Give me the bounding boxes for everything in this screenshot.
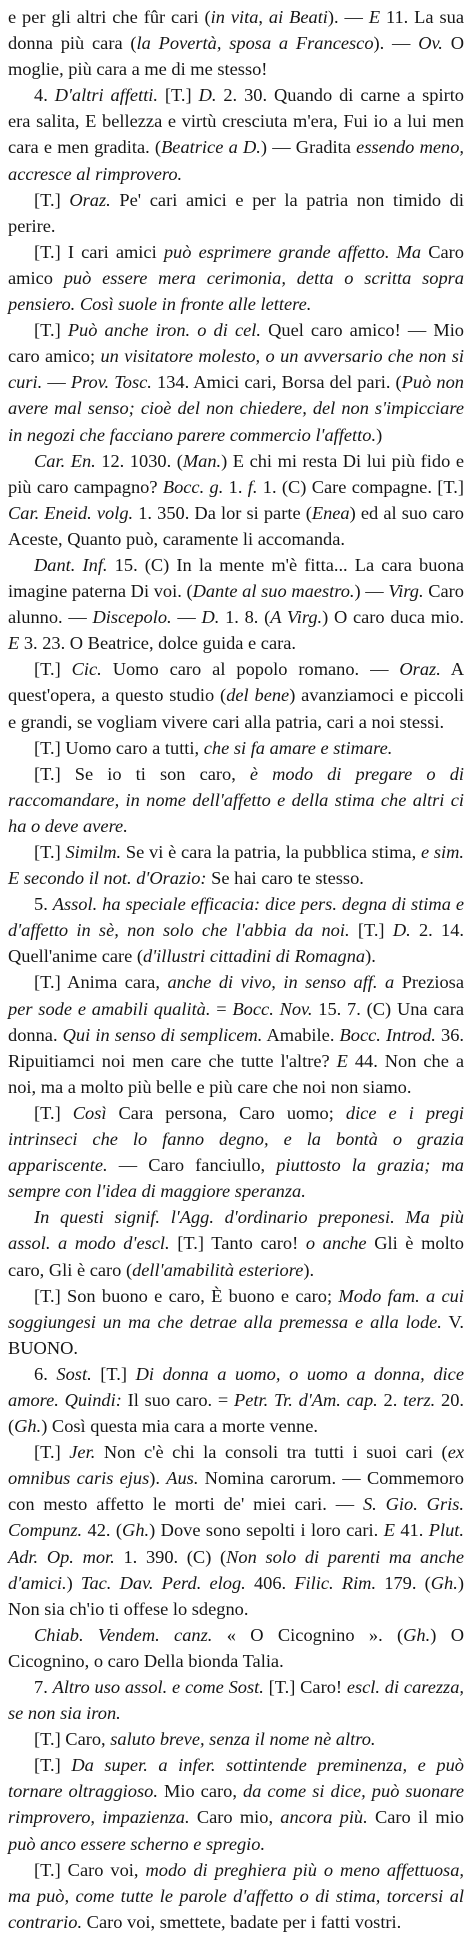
text-run: 406. [245, 1572, 295, 1593]
italic-text: Oraz. [399, 659, 441, 680]
text-run: Mio caro, [157, 1781, 243, 1802]
text-run: [T.] [34, 1442, 70, 1463]
italic-text: ancora più. [280, 1807, 368, 1828]
text-run: Caro amico [8, 241, 464, 288]
text-run: 7. [34, 1677, 53, 1697]
entry-paragraph [8, 891, 464, 969]
italic-text: Chiab. Vendem. canz. [34, 1624, 213, 1645]
text-run: 3. 23. O Beatrice, dolce guida e cara. [19, 633, 296, 654]
text-run: ) — Gradita [260, 137, 357, 158]
italic-text: Ov. [418, 33, 443, 54]
text-run: 2. [377, 1389, 404, 1410]
italic-text: è modo di pregare o di raccomandare, in nome dell'affetto e della stima che altri ci ha o deve avere. [8, 763, 464, 836]
italic-text: Gh. [403, 1624, 431, 1645]
italic-text: per sode e amabili qualità. [8, 998, 211, 1019]
italic-text: terz. [403, 1389, 436, 1410]
italic-text: Filic. Rim. [294, 1572, 377, 1593]
italic-text: D. [198, 85, 217, 106]
italic-text: o anche [305, 1233, 367, 1254]
italic-text: d'illustri cittadini di Romagna [143, 946, 366, 967]
text-run: 6. [34, 1363, 57, 1384]
text-run: 2. 30. Quando di carne a spirto era salita, E bellezza e virtù cresciuta m'era, Fui io a lui men cara e men gradita. ( [8, 85, 464, 158]
entry-paragraph [8, 839, 464, 891]
text-run: Il suo caro. = [121, 1389, 234, 1410]
text-run: [T.] Anima cara, [34, 972, 168, 993]
entry-paragraph [8, 448, 464, 552]
text-run: 134. Amici cari, Borsa del pari. ( [151, 372, 402, 393]
text-run: 11. La sua donna più cara ( [8, 7, 464, 54]
italic-text: E [8, 633, 20, 654]
text-run: 1. (C) Care compagne. [T.] [257, 476, 464, 497]
italic-text: saluto breve, senza il nome nè altro. [110, 1729, 376, 1750]
text-run: [T.] Tanto caro! [169, 1233, 306, 1254]
italic-text: escl. di carezza, se non sia iron. [8, 1677, 465, 1724]
italic-text: Enea [311, 502, 350, 523]
text-run: Pe' cari amici e per la patria non timido di perire. [8, 189, 464, 236]
italic-text: D'altri affetti. [54, 85, 159, 106]
entry-paragraph [8, 239, 464, 317]
text-run: ). [365, 946, 376, 967]
text-run: 1. 350. Da lor si parte ( [133, 502, 312, 523]
italic-text: Cic. [71, 659, 102, 680]
text-run: ) ed al suo caro Aceste, Quanto può, caramente li accomanda. [8, 502, 464, 549]
italic-text: Jer. [69, 1442, 96, 1463]
italic-text: Aus. [166, 1468, 199, 1489]
text-run: [T.] Se io ti son caro, [34, 763, 250, 784]
text-run: ). [303, 1259, 315, 1280]
text-run: 12. 1030. ( [95, 450, 183, 471]
text-run: Caro voi, smettete, badate per i fatti vostri. [82, 1911, 402, 1932]
entry-paragraph [8, 4, 464, 82]
italic-text: Prov. Tosc. [70, 372, 152, 393]
italic-text: un visitatore molesto, o un avversario che non si curi. [8, 346, 464, 393]
italic-text: Non solo di parenti ma anche d'amici. [8, 1546, 465, 1593]
italic-text: A Virg. [270, 607, 323, 628]
italic-text: Car. En. [34, 450, 96, 471]
italic-text: S. Gio. Gris. Compunz. [8, 1494, 464, 1541]
text-run: [T.] I cari amici [34, 241, 164, 262]
text-run: [T.] Caro! [263, 1677, 347, 1697]
text-run: ). — [327, 7, 369, 27]
text-run: [T.] [91, 1363, 136, 1384]
italic-text: Oraz. [69, 189, 111, 210]
italic-text: Car. Eneid. volg. [8, 502, 134, 523]
text-run: — [171, 607, 202, 628]
text-run: , [258, 7, 269, 27]
text-run: 42. ( [82, 1520, 123, 1541]
text-run: 2. 14. Quell'anime care ( [8, 920, 464, 967]
text-run: ) avanziamoci e piccoli e grandi, se vogliam vivere cari alla patria, cari a noi stessi. [8, 685, 464, 732]
text-run: Nomina carorum. — Commemoro con mesto affetto le morti de' miei cari. — [8, 1468, 464, 1515]
text-run: [T.] Son buono e caro, È buono e caro; [34, 1285, 339, 1306]
italic-text: Sost. [56, 1363, 92, 1384]
italic-text: E [383, 1520, 395, 1541]
italic-text: Da super. a infer. sottintende preminenza, e può tornare oltraggioso. [8, 1755, 465, 1802]
italic-text: piuttosto la grazia; ma sempre con l'idea di maggiore speranza. [8, 1155, 464, 1202]
text-run: « O Cicognino ». ( [212, 1624, 404, 1645]
text-run: 36. Ripuitiamci noi men care che tutte l'altre? [8, 1024, 464, 1071]
text-run: [T.] [158, 85, 199, 106]
text-run: 15. 7. (C) Una cara donna. [8, 998, 464, 1045]
italic-text: essendo meno, accresce al rimprovero. [8, 137, 465, 184]
text-run: [T.] [34, 842, 66, 862]
text-run: Se vi è cara la patria, la pubblica stima, [121, 842, 421, 862]
text-run: 20. ( [8, 1389, 464, 1437]
text-run: [T.] [34, 1755, 72, 1776]
italic-text: E [368, 7, 381, 27]
italic-text: anche di vivo, in senso aff. a [167, 972, 395, 993]
italic-text: Tac. Dav. Perd. elog. [80, 1572, 246, 1593]
text-run: 1. [223, 476, 248, 497]
italic-text: può esprimere grande affetto. Ma [163, 241, 422, 262]
italic-text: in vita [210, 7, 259, 27]
text-run: A quest'opera, a questo studio ( [8, 659, 464, 706]
italic-text: Altro uso assol. e come Sost. [52, 1677, 264, 1697]
text-run: ) Dove sono sepolti i loro cari. [149, 1520, 384, 1541]
text-run: 1. 8. ( [219, 607, 271, 628]
text-run: [T.] [34, 1102, 73, 1123]
entry-paragraph [8, 1100, 464, 1204]
italic-text: e sim. E secondo il not. d'Orazio: [8, 842, 464, 889]
entry-paragraph [8, 552, 464, 656]
italic-text: Modo fam. a cui soggiungesi un ma che detrae alla premessa e alla lode. [8, 1285, 464, 1332]
entry-paragraph [8, 1752, 464, 1856]
entry-paragraph [8, 1857, 464, 1935]
text-run: 1. 390. (C) ( [114, 1546, 227, 1567]
text-run: ) Non sia ch'io ti offese lo sdegno. [8, 1572, 464, 1619]
text-run: 4. [34, 85, 55, 106]
text-run: Caro alunno. — [8, 581, 464, 628]
italic-text: Petr. Tr. d'Am. cap. [234, 1389, 378, 1410]
text-run: ) O Cicognino, o caro Della bionda Talia. [8, 1624, 464, 1671]
text-run: 15. (C) In la mente m'è fitta... La cara buona imagine paterna Di voi. ( [8, 554, 464, 602]
italic-text: Dante al suo maestro. [192, 581, 355, 602]
italic-text: Così [72, 1102, 107, 1123]
italic-text: Può anche iron. o di cel. [67, 320, 261, 341]
text-run: — Caro fanciullo, [107, 1155, 277, 1176]
italic-text: Beatrice a D. [161, 137, 261, 158]
italic-text: Bocc. Nov. [232, 998, 313, 1019]
text-run: Uomo caro al popolo romano. — [101, 659, 400, 680]
text-run: e per gli altri che fûr cari ( [8, 7, 211, 27]
text-run: Preziosa [394, 972, 464, 993]
entry-paragraph [8, 1204, 464, 1282]
text-run: Quel caro amico! — Mio caro amico; [8, 320, 464, 367]
text-run: [T.] Caro, [34, 1729, 111, 1750]
italic-text: Bocc. Introd. [339, 1024, 436, 1045]
italic-text: da come si dice, può suonare rimprovero, impazienza. [8, 1781, 465, 1828]
entry-paragraph [8, 1361, 464, 1439]
italic-text: Plut. Adr. Op. mor. [8, 1520, 464, 1567]
italic-text: Qui in senso di semplicem. [62, 1024, 263, 1045]
italic-text: f. [247, 476, 258, 497]
entry-paragraph [8, 656, 464, 734]
italic-text: D. [201, 607, 220, 628]
italic-text: Bocc. g. [162, 476, 224, 497]
text-run: Gli è molto caro, Gli è caro ( [8, 1233, 464, 1280]
italic-text: ex omnibus caris ejus [8, 1442, 465, 1489]
entry-paragraph [8, 1726, 464, 1752]
entry-paragraph [8, 317, 464, 447]
italic-text: D. [392, 920, 411, 941]
text-run: Amabile. [262, 1024, 340, 1045]
entry-paragraph [8, 1439, 464, 1622]
text-run: 41. [394, 1520, 429, 1541]
text-run: [T.] [34, 189, 70, 210]
text-run: ). — [373, 33, 419, 54]
italic-text: modo di preghiera più o meno affettuosa, ma può, come tutte le parole d'affetto o di stima, torcersi al contrario. [8, 1859, 464, 1932]
italic-text: Di donna a uomo, o uomo a donna, dice amore. Quindi: [8, 1363, 464, 1410]
entry-paragraph [8, 735, 464, 761]
italic-text: Assol. ha speciale efficacia: dice pers. degna di stima e d'affetto in sè, non solo che l'abbia da noi. [8, 894, 465, 941]
italic-text: la Povertà, sposa a Francesco [136, 33, 374, 54]
text-run: [T.] [34, 659, 72, 680]
italic-text: Virg. [388, 581, 424, 602]
text-run: Cara persona, Caro uomo; [106, 1102, 346, 1123]
italic-text: Gh. [14, 1416, 42, 1437]
text-run: [T.] Uomo caro a tutti, [34, 737, 204, 758]
italic-text: E [336, 1050, 348, 1071]
italic-text: dice e i pregi intrinseci che lo fanno degno, e la bontà o grazia appariscente. [8, 1102, 464, 1176]
text-run: ) [66, 1572, 81, 1593]
entry-paragraph [8, 761, 464, 839]
text-run: [T.] Caro voi, [34, 1859, 146, 1880]
italic-text: Può non avere mal senso; cioè del non chiedere, del non s'impicciare in negozi che facciano parere commercio l'affetto. [8, 372, 464, 445]
text-run: O moglie, più cara a me di me stesso! [8, 33, 464, 80]
text-run: ) O caro duca mio. [322, 607, 464, 628]
text-run: ) E chi mi resta Di lui più fido e più caro campagno? [8, 450, 464, 497]
entry-paragraph [8, 1674, 464, 1726]
entry-paragraph [8, 969, 464, 1099]
italic-text: Dant. Inf. [34, 554, 108, 575]
italic-text: Gh. [430, 1572, 458, 1593]
text-run: 44. Non che a noi, ma a molto più belle e più care che noi non siamo. [8, 1050, 464, 1097]
italic-text: dell'amabilità esteriore [132, 1259, 304, 1280]
text-run: 5. [34, 894, 53, 915]
entry-paragraph [8, 1622, 464, 1674]
text-run: 179. ( [376, 1572, 431, 1593]
text-run: ). [149, 1468, 167, 1489]
text-run: ) — [354, 581, 389, 602]
italic-text: ai Beati [268, 7, 328, 27]
text-run: = [210, 998, 233, 1019]
italic-text: può anco essere scherno e spregio. [8, 1833, 266, 1854]
italic-text: Discepolo. [92, 607, 172, 628]
italic-text: Gh. [122, 1520, 150, 1541]
text-run: Caro mio, [189, 1807, 281, 1828]
italic-text: Man. [182, 450, 222, 471]
italic-text: del bene [226, 685, 290, 706]
text-run: Se hai caro te stesso. [206, 868, 364, 889]
italic-text: che si fa amare e stimare. [203, 737, 393, 758]
text-run: Caro il mio [367, 1807, 465, 1828]
text-run: Non c'è chi la consoli tra tutti i suoi cari ( [95, 1442, 448, 1463]
entry-paragraph [8, 1283, 464, 1361]
entry-paragraph [8, 187, 464, 239]
italic-text: In questi signif. l'Agg. d'ordinario preponesi. Ma più assol. a modo d'escl. [8, 1207, 464, 1254]
text-run: [T.] [349, 920, 393, 941]
text-run: ) [376, 424, 383, 445]
italic-text: può essere mera cerimonia, detta o scritta sopra pensiero. Così suole in fronte alle lettere. [8, 267, 464, 315]
text-run: V. BUONO. [8, 1311, 464, 1358]
text-run: — [42, 372, 71, 393]
entry-paragraph [8, 82, 464, 186]
text-run: [T.] [34, 320, 68, 341]
italic-text: Similm. [65, 842, 122, 862]
text-run: ) Così questa mia cara a morte venne. [41, 1416, 318, 1437]
